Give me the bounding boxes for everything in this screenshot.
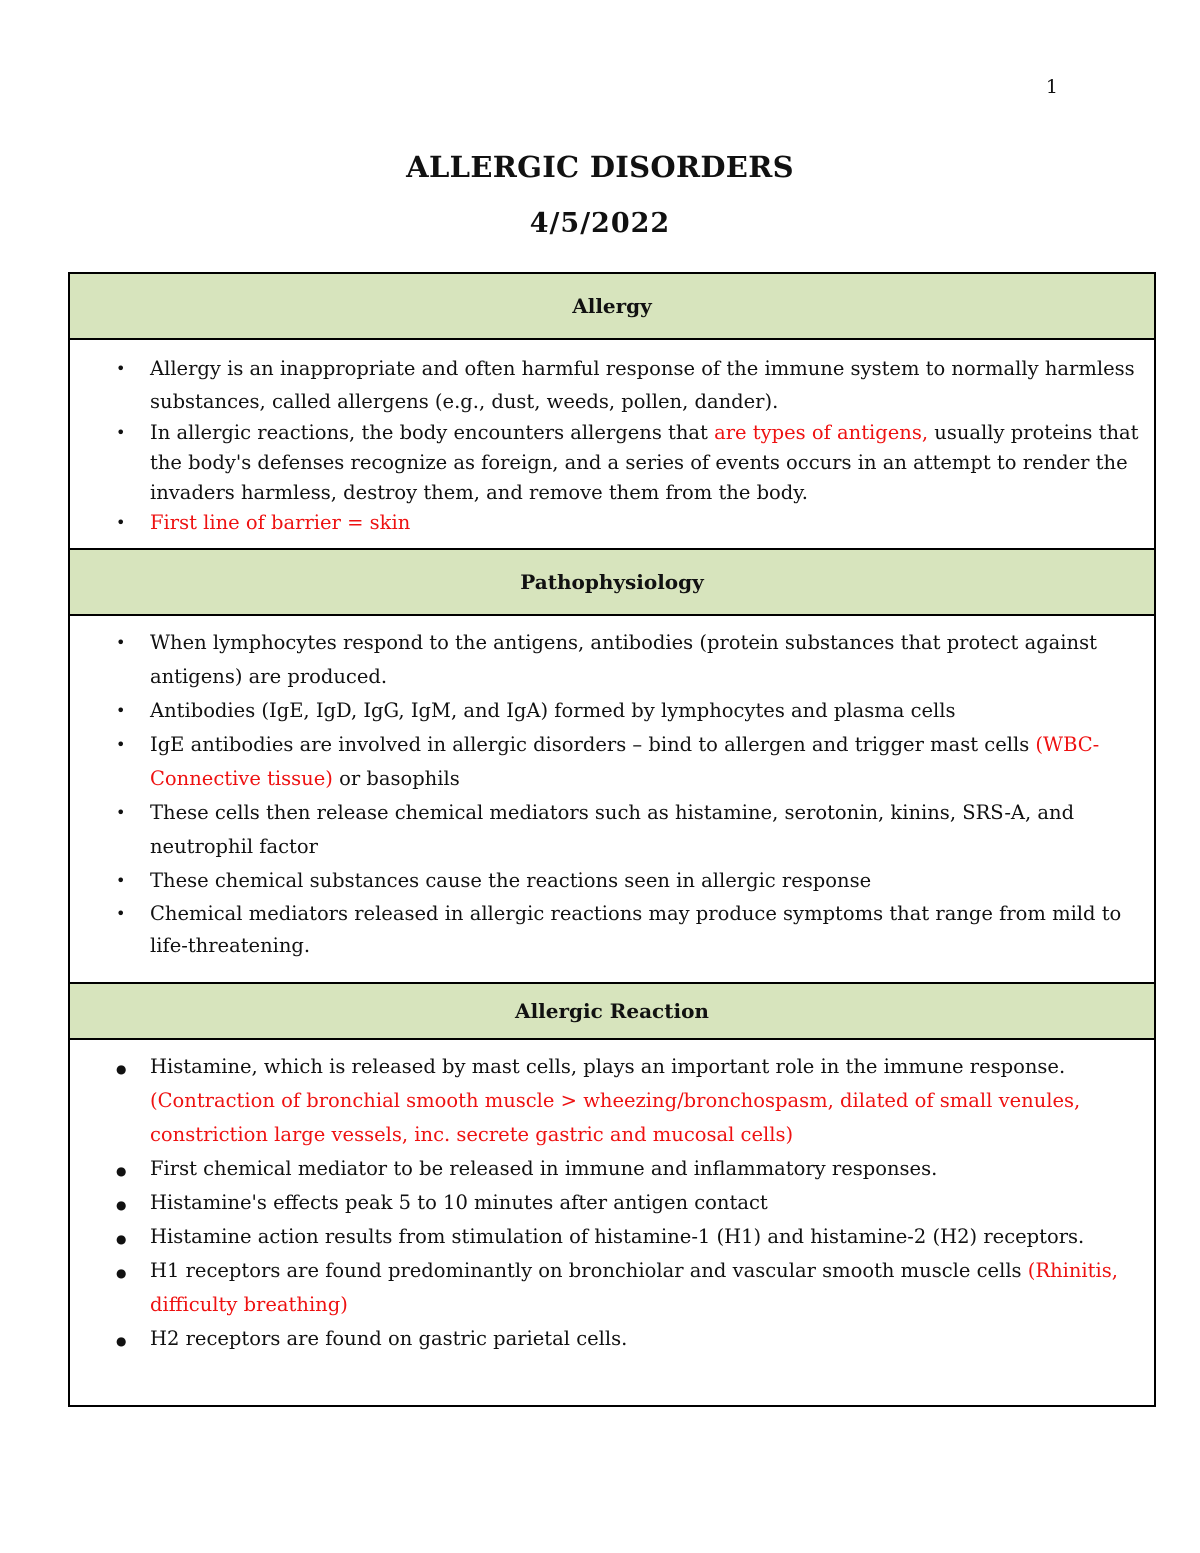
section-header-pathophysiology: Pathophysiology [70,550,1154,616]
allergic-reaction-bullet-list [150,1050,1142,1356]
bullet-text: Chemical mediators released in allergic reactions may produce symptoms that range from mild to life-threatening. [150,902,1122,957]
bullet-item [150,1254,1142,1322]
bullet-item [150,898,1142,962]
bullet-item [150,728,1142,796]
bullet-item [150,864,1142,898]
pathophysiology-bullet-list [150,626,1142,962]
bullet-text: These chemical substances cause the reactions seen in allergic response [150,869,872,892]
document-date: 4/5/2022 [529,208,671,239]
section-body-pathophysiology [70,616,1154,984]
bullet-item [150,796,1142,864]
page-number: 1 [1045,76,1058,98]
section-body-allergy [70,340,1154,550]
bullet-text: In allergic reactions, the body encounters allergens that [150,421,715,444]
bullet-text: Histamine's effects peak 5 to 10 minutes after antigen contact [150,1191,768,1214]
document-title: ALLERGIC DISORDERS [406,150,794,184]
section-body-allergic-reaction [70,1040,1154,1405]
bullet-item [150,694,1142,728]
bullet-text: Allergy is an inappropriate and often harmful response of the immune system to normally harmless substances, called allergens (e.g., dust, weeds, pollen, dander). [150,357,1135,413]
bullet-item [150,1220,1142,1254]
bullet-text: These cells then release chemical mediators such as histamine, serotonin, kinins, SRS-A, and neutrophil factor [150,801,1075,858]
bullet-item [150,1186,1142,1220]
highlighted-text: (Rhinitis, difficulty breathing) [150,1259,1118,1316]
bullet-item [150,1152,1142,1186]
bullet-item [150,352,1142,418]
bullet-text: First chemical mediator to be released in immune and inflammatory responses. [150,1157,938,1180]
bullet-text: Histamine action results from stimulation of histamine-1 (H1) and histamine-2 (H2) receptors. [150,1225,1085,1248]
notes-table [68,272,1156,1407]
bullet-text: IgE antibodies are involved in allergic disorders – bind to allergen and trigger mast cells [150,733,1036,756]
allergy-bullet-list [150,352,1142,538]
highlighted-text: (WBC- Connective tissue) [150,733,1100,790]
bullet-item [150,508,1142,538]
bullet-text: or basophils [332,767,460,790]
bullet-text: H1 receptors are found predominantly on bronchiolar and vascular smooth muscle cells [150,1259,1028,1282]
highlighted-text: are types of antigens, [714,421,929,444]
bullet-item [150,1322,1142,1356]
highlighted-text: (Contraction of bronchial smooth muscle > wheezing/bronchospasm, dilated of small venules, constriction large vessels, inc. secrete gastric and mucosal cells) [150,1089,1081,1146]
section-header-allergic-reaction: Allergic Reaction [70,984,1154,1040]
bullet-item [150,626,1142,694]
section-header-allergy: Allergy [70,274,1154,340]
bullet-item [150,1050,1142,1152]
bullet-item [150,418,1142,508]
bullet-text: H2 receptors are found on gastric parietal cells. [150,1327,628,1350]
bullet-text: Histamine, which is released by mast cells, plays an important role in the immune response. [150,1055,1066,1078]
bullet-text: Antibodies (IgE, IgD, IgG, IgM, and IgA) formed by lymphocytes and plasma cells [150,699,956,722]
highlighted-text: First line of barrier = skin [150,511,411,534]
bullet-text: When lymphocytes respond to the antigens, antibodies (protein substances that protect against antigens) are produced. [150,631,1097,688]
bullet-text: usually proteins that the body's defenses recognize as foreign, and a series of events occurs in an attempt to render the invaders harmless, destroy them, and remove them from the body. [150,421,1139,504]
